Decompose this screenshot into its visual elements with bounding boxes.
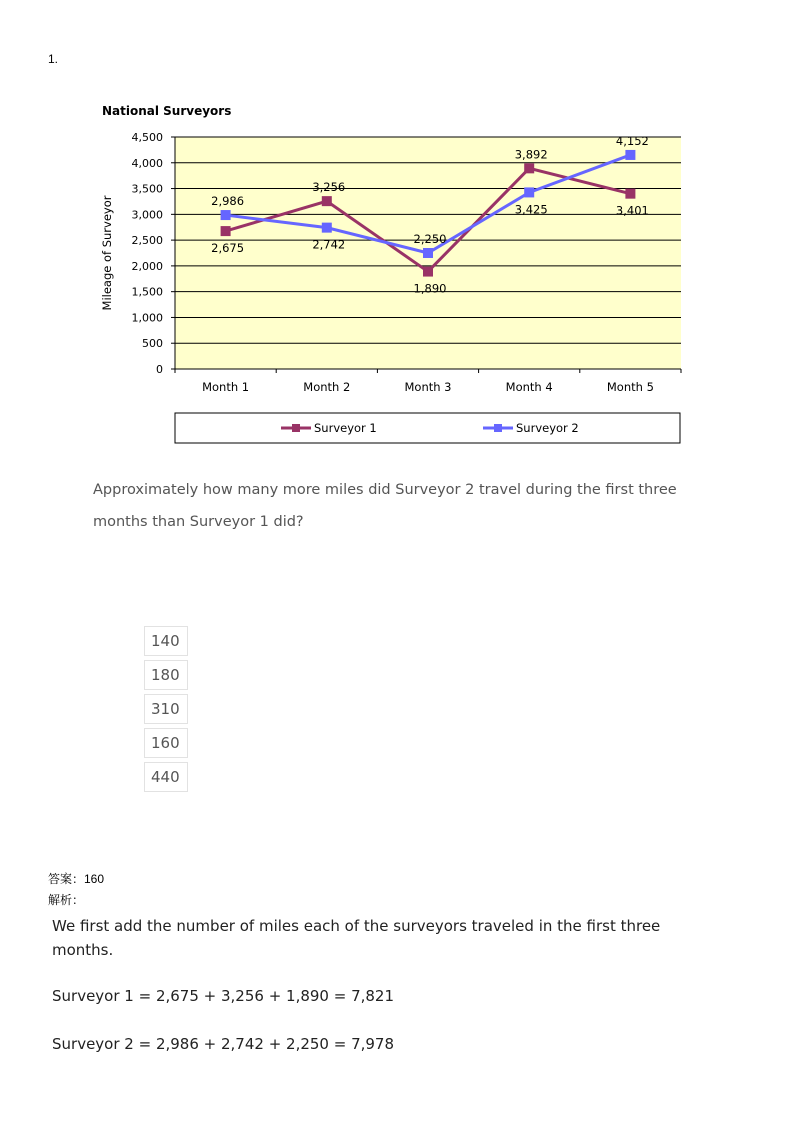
explanation-text: We first add the number of miles each of the surveyors traveled in the first three months. — [52, 917, 661, 959]
analysis-label: 解析： — [48, 893, 85, 907]
y-tick-label: 1,500 — [131, 285, 163, 299]
series-2-marker — [221, 210, 231, 220]
series-2-marker — [423, 248, 433, 258]
series-1-marker — [524, 163, 534, 173]
y-tick-label: 500 — [142, 337, 163, 351]
x-tick-label: Month 3 — [404, 380, 452, 394]
y-axis-label: Mileage of Surveyor — [100, 195, 114, 311]
series-1-marker — [625, 189, 635, 199]
data-label: 2,742 — [312, 237, 346, 252]
option-1[interactable]: 140 — [144, 626, 188, 656]
series-1-marker — [423, 267, 433, 277]
data-label: 1,890 — [413, 281, 447, 296]
series-2-marker — [322, 223, 332, 233]
answer-options — [144, 626, 188, 796]
data-label: 3,401 — [615, 203, 649, 218]
line-chart — [96, 100, 696, 450]
option-4[interactable]: 160 — [144, 728, 188, 758]
y-tick-label: 3,500 — [131, 182, 163, 196]
chart-title: National Surveyors — [102, 104, 232, 118]
legend-marker-2 — [494, 424, 502, 432]
data-label: 2,250 — [413, 232, 447, 246]
question-text: Approximately how many more miles did Surveyor 2 travel during the first three months than Surveyor 1 did? — [93, 482, 677, 530]
data-label: 2,986 — [211, 194, 245, 209]
series-2-marker — [625, 150, 635, 160]
equation-surveyor-2: Surveyor 2 = 2,986 + 2,742 + 2,250 = 7,978 — [52, 1035, 395, 1053]
y-tick-label: 3,000 — [131, 208, 163, 222]
series-1-marker — [221, 226, 231, 236]
answer-text: 答案：160 — [48, 872, 105, 886]
data-label: 3,425 — [514, 202, 548, 217]
legend-label-1: Surveyor 1 — [314, 421, 377, 435]
data-label: 4,152 — [615, 133, 649, 148]
equation-surveyor-1: Surveyor 1 = 2,675 + 3,256 + 1,890 = 7,821 — [52, 987, 395, 1005]
y-tick-label: 0 — [156, 363, 163, 376]
series-2-marker — [524, 187, 534, 197]
option-2[interactable]: 180 — [144, 660, 188, 690]
option-3[interactable]: 310 — [144, 694, 188, 724]
data-label: 2,675 — [211, 241, 245, 256]
legend-marker-1 — [292, 424, 300, 432]
data-label: 3,256 — [312, 180, 346, 195]
legend-box — [175, 413, 680, 443]
option-5[interactable]: 440 — [144, 762, 188, 792]
y-tick-label: 4,000 — [131, 156, 163, 170]
x-tick-label: Month 2 — [303, 380, 351, 394]
x-tick-label: Month 1 — [202, 380, 250, 394]
x-tick-label: Month 5 — [606, 380, 654, 394]
x-tick-label: Month 4 — [505, 380, 553, 394]
y-tick-label: 1,000 — [131, 311, 163, 325]
question-number: 1. — [48, 52, 59, 66]
data-label: 3,892 — [514, 147, 548, 162]
legend-label-2: Surveyor 2 — [516, 421, 579, 435]
y-tick-label: 2,000 — [131, 259, 163, 273]
chart-svg — [96, 100, 696, 450]
series-1-marker — [322, 196, 332, 206]
y-tick-label: 4,500 — [131, 131, 163, 144]
y-tick-label: 2,500 — [131, 234, 163, 248]
